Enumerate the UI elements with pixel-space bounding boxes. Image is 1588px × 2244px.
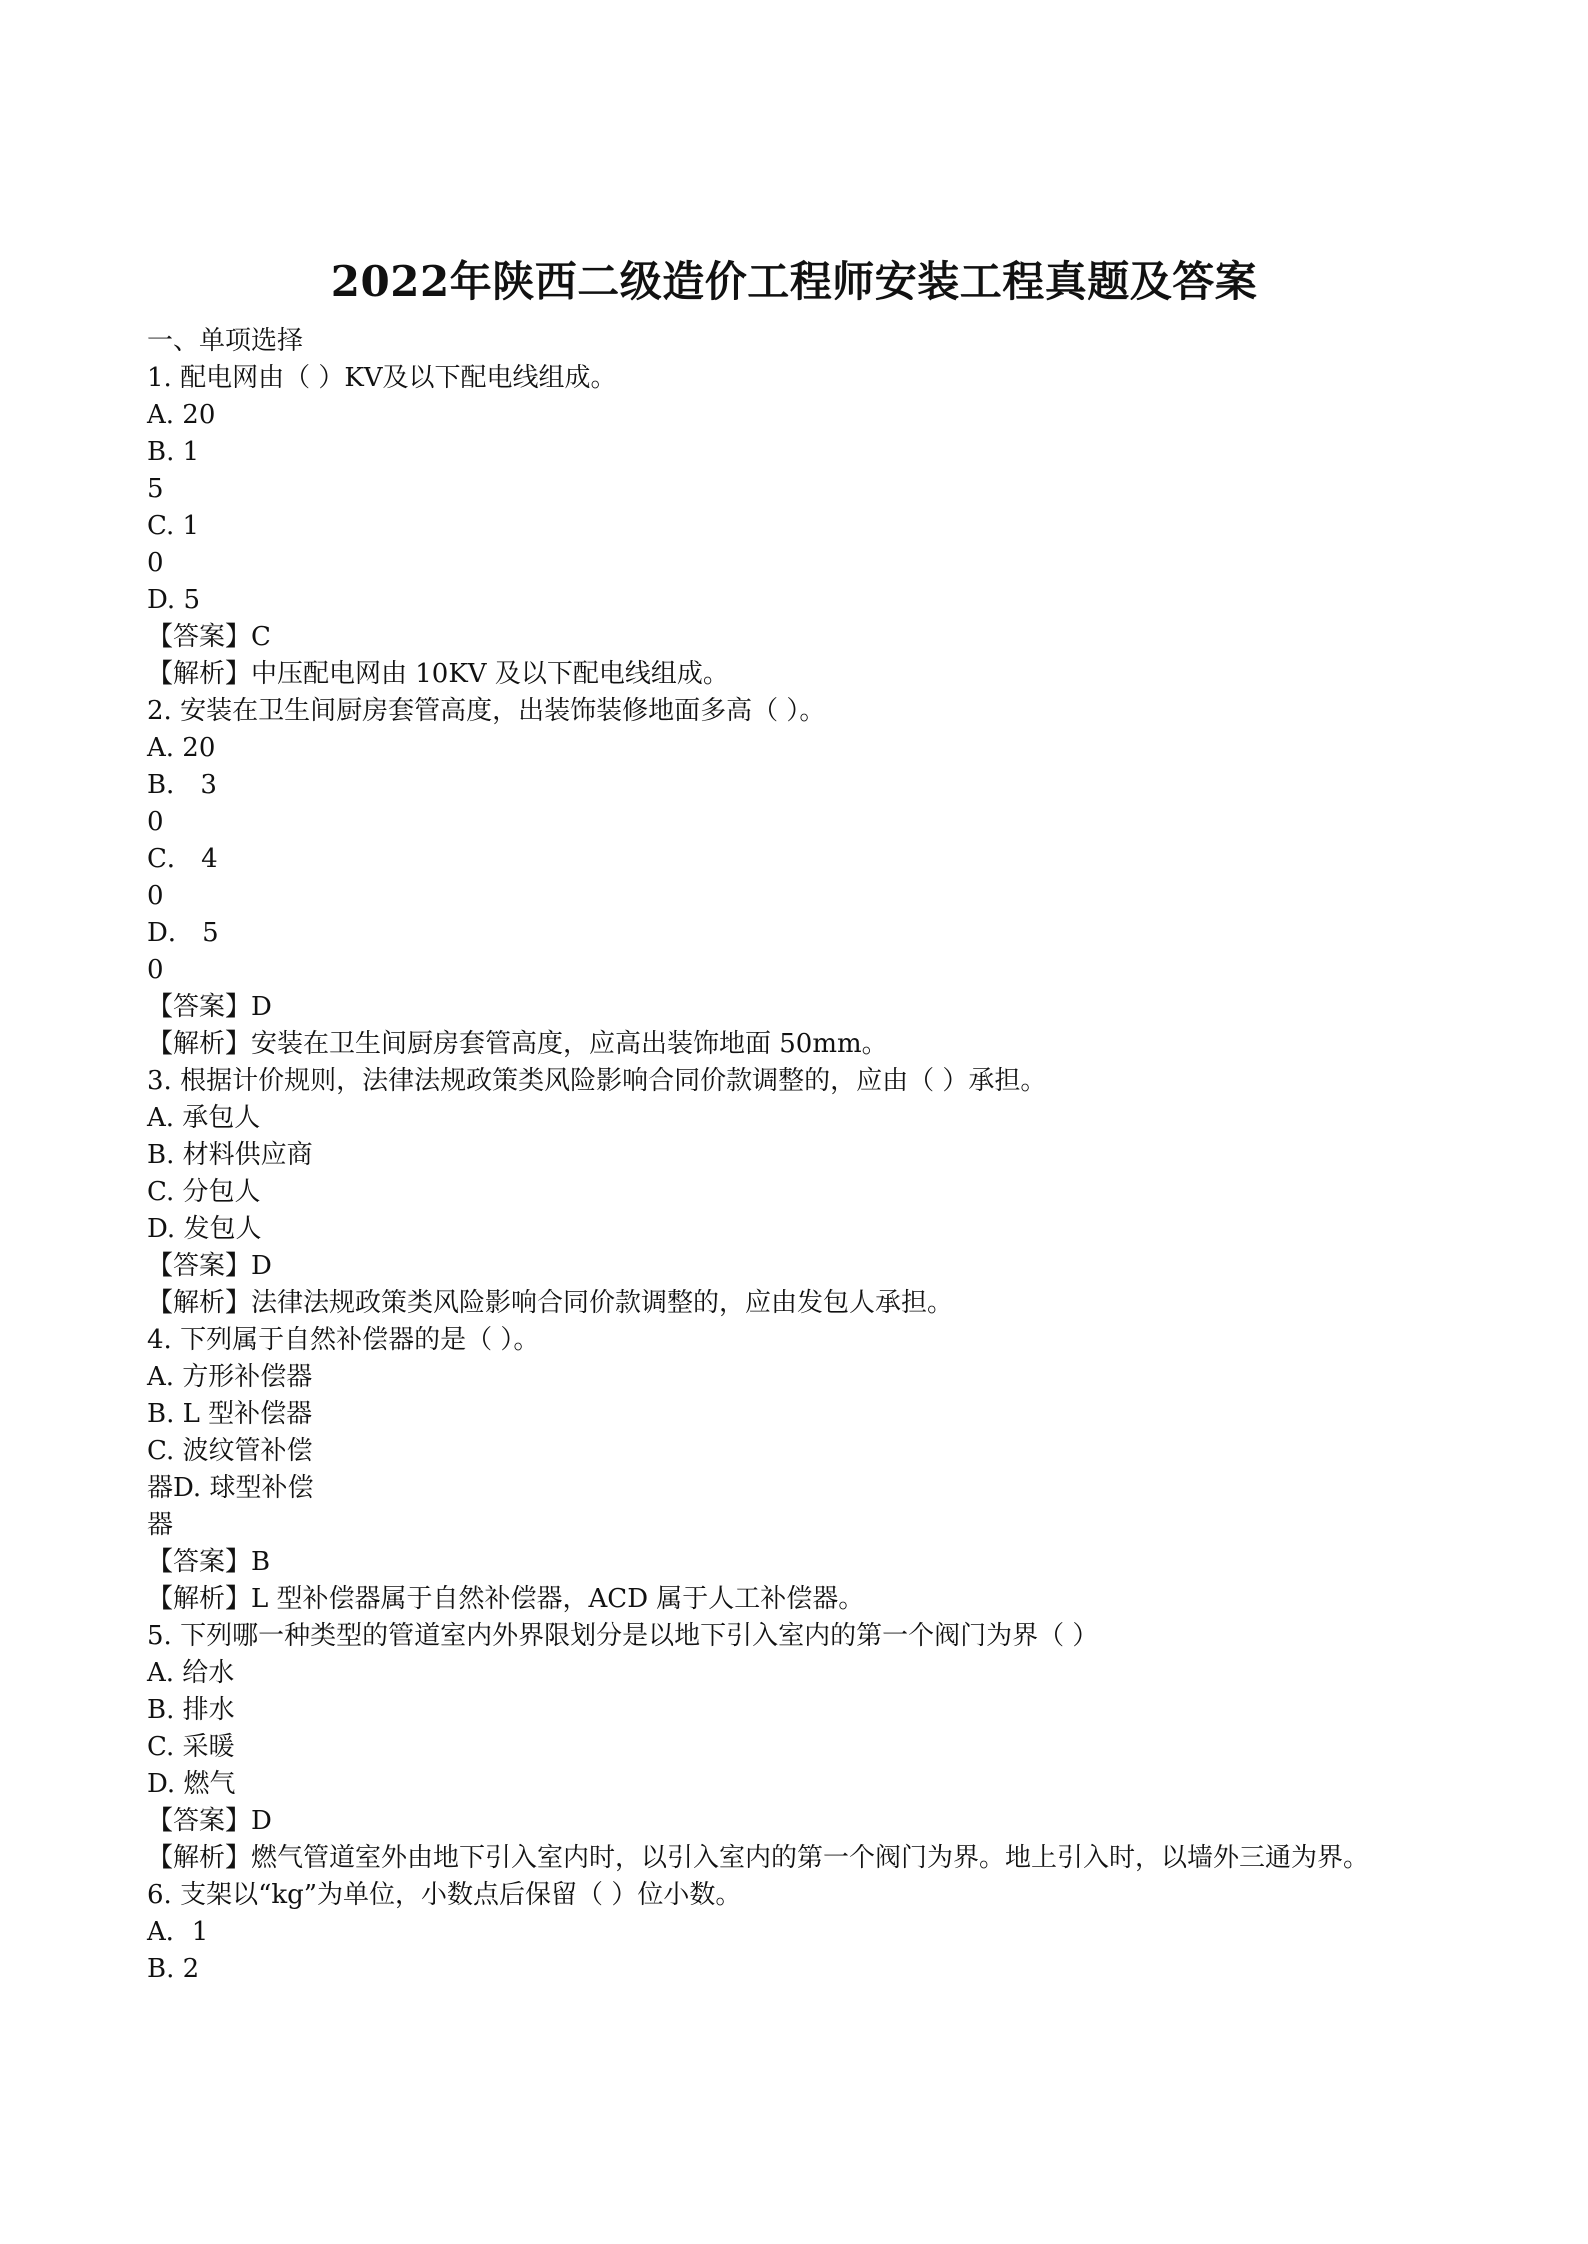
- q3-explanation: 【解析】法律法规政策类风险影响合同价款调整的，应由发包人承担。: [147, 1288, 954, 1318]
- q2-option-a: A. 20: [147, 733, 216, 763]
- q2-answer: 【答案】D: [147, 992, 272, 1022]
- question-2: 2. 安装在卫生间厨房套管高度，出装饰装修地面多高（ ）。: [147, 696, 826, 726]
- q4-answer: 【答案】B: [147, 1547, 271, 1577]
- question-4: 4. 下列属于自然补偿器的是（ ）。: [147, 1325, 540, 1355]
- q6-option-a: A．1: [147, 1917, 209, 1947]
- q5-explanation: 【解析】燃气管道室外由地下引入室内时，以引入室内的第一个阀门为界。地上引入时，以墙外三通为界。: [147, 1843, 1370, 1873]
- q2-option-d-wrap: 0: [147, 955, 164, 985]
- q5-answer: 【答案】D: [147, 1806, 272, 1836]
- q1-option-b: B. 1: [147, 437, 200, 467]
- q1-option-b-wrap: 5: [147, 474, 164, 504]
- document-body: [147, 323, 1447, 1988]
- question-3: 3. 根据计价规则，法律法规政策类风险影响合同价款调整的，应由（ ）承担。: [147, 1066, 1047, 1096]
- q4-option-a: A. 方形补偿器: [147, 1362, 313, 1392]
- q4-option-d-wrap: 器: [147, 1510, 174, 1540]
- q5-option-c: C. 采暖: [147, 1732, 235, 1762]
- section-heading: 一、单项选择: [147, 326, 304, 356]
- q4-option-c: C. 波纹管补偿: [147, 1436, 313, 1466]
- q2-explanation: 【解析】安装在卫生间厨房套管高度，应高出装饰地面 50mm。: [147, 1029, 888, 1059]
- q2-option-b: B． 3: [147, 770, 217, 800]
- q3-answer: 【答案】D: [147, 1251, 272, 1281]
- q3-option-c: C. 分包人: [147, 1177, 261, 1207]
- q4-explanation: 【解析】L 型补偿器属于自然补偿器，ACD 属于人工补偿器。: [147, 1584, 865, 1614]
- q2-option-b-wrap: 0: [147, 807, 164, 837]
- q2-option-c: C． 4: [147, 844, 218, 874]
- q5-option-b: B. 排水: [147, 1695, 235, 1725]
- question-5: 5. 下列哪一种类型的管道室内外界限划分是以地下引入室内的第一个阀门为界（ ）: [147, 1621, 1099, 1651]
- q2-option-d: D． 5: [147, 918, 219, 948]
- document-title: 2022年陕西二级造价工程师安装工程真题及答案: [330, 257, 1258, 306]
- question-1: 1. 配电网由（ ）KV及以下配电线组成。: [147, 363, 617, 393]
- q6-option-b: B. 2: [147, 1954, 200, 1984]
- q3-option-d: D. 发包人: [147, 1214, 262, 1244]
- q1-answer: 【答案】C: [147, 622, 271, 652]
- q5-option-d: D. 燃气: [147, 1769, 236, 1799]
- q3-option-a: A. 承包人: [147, 1103, 261, 1133]
- q1-option-d: D. 5: [147, 585, 200, 615]
- q3-option-b: B. 材料供应商: [147, 1140, 313, 1170]
- q1-option-c-wrap: 0: [147, 548, 164, 578]
- q4-option-d: 器D. 球型补偿: [147, 1473, 314, 1503]
- q2-option-c-wrap: 0: [147, 881, 164, 911]
- q5-option-a: A. 给水: [147, 1658, 235, 1688]
- question-6: 6. 支架以“kg”为单位，小数点后保留（ ）位小数。: [147, 1880, 742, 1910]
- q1-option-a: A. 20: [147, 400, 216, 430]
- q4-option-b: B. L 型补偿器: [147, 1399, 313, 1429]
- q1-option-c: C. 1: [147, 511, 200, 541]
- q1-explanation: 【解析】中压配电网由 10KV 及以下配电线组成。: [147, 659, 729, 689]
